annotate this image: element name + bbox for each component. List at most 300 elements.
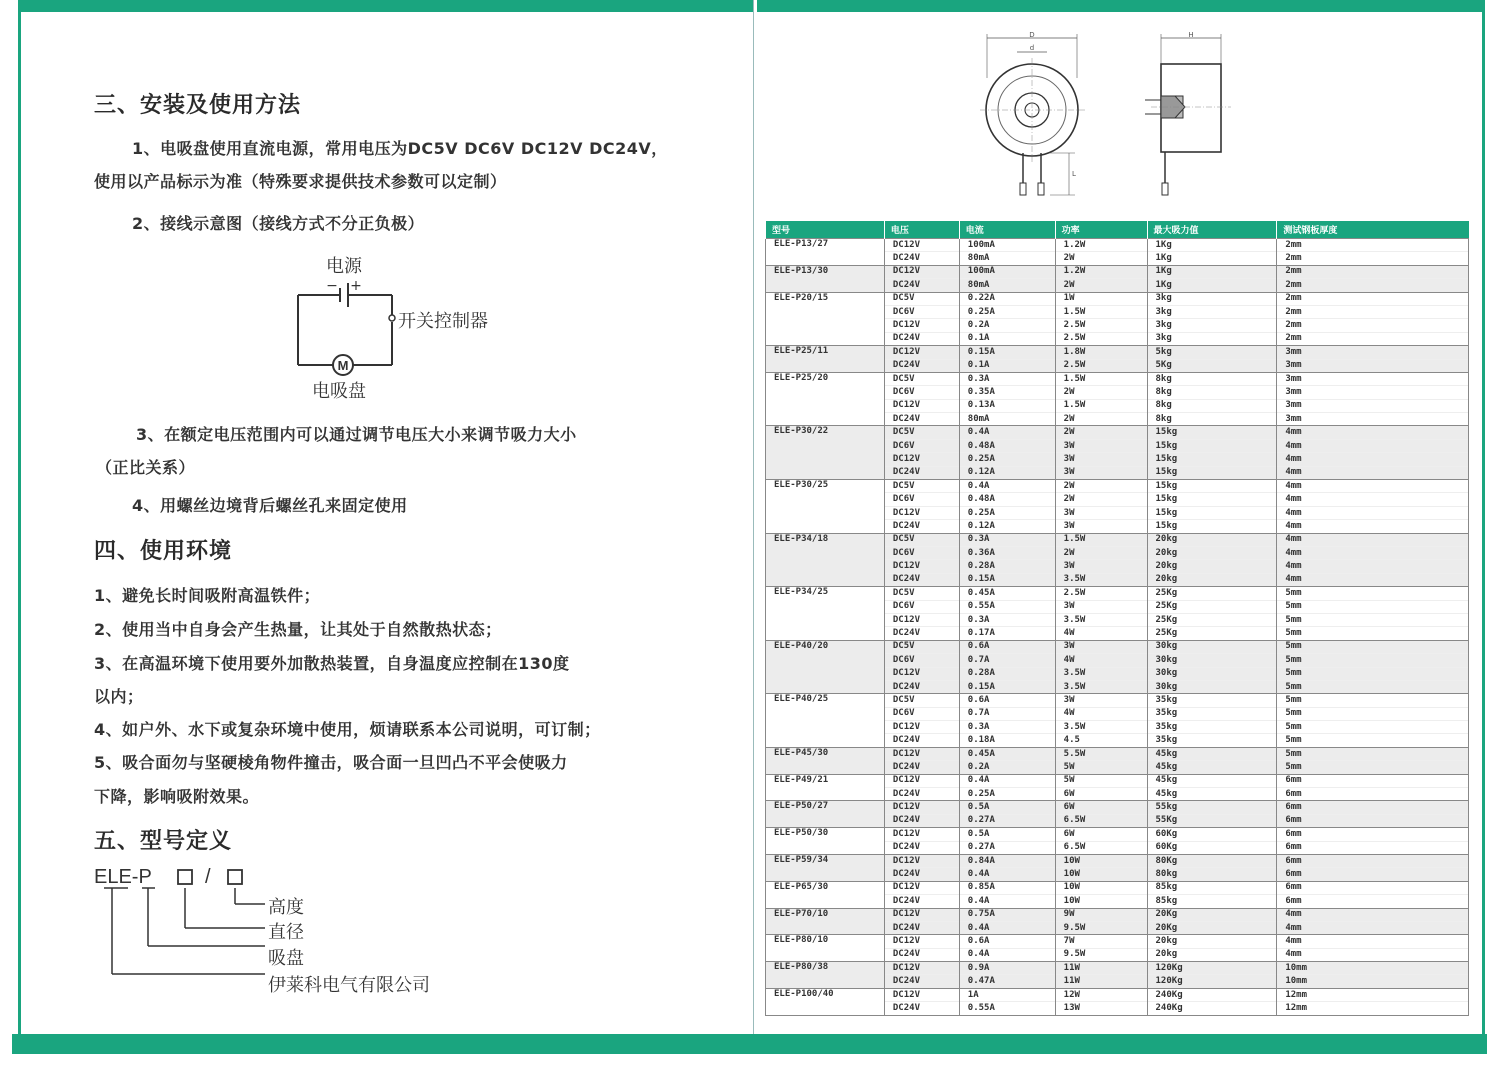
cell-plate-thickness: 3mm <box>1277 399 1469 412</box>
cell-power: 1.5W <box>1055 533 1147 546</box>
cell-current: 0.25A <box>959 305 1055 318</box>
section4-item2: 2、使用当中自身会产生热量，让其处于自然散热状态； <box>94 620 502 639</box>
cell-current: 0.3A <box>959 613 1055 626</box>
table-row <box>766 747 1469 760</box>
cell-model: ELE-P25/11 <box>766 346 885 373</box>
cell-max-force: 35kg <box>1147 721 1277 734</box>
cell-power: 1W <box>1055 292 1147 305</box>
cell-max-force: 15kg <box>1147 493 1277 506</box>
cell-voltage: DC24V <box>884 359 959 372</box>
cell-max-force: 35kg <box>1147 734 1277 747</box>
cell-voltage: DC12V <box>884 747 959 760</box>
cell-current: 0.6A <box>959 694 1055 707</box>
header-max-force: 最大吸力值 <box>1147 221 1277 239</box>
cell-max-force: 30kg <box>1147 680 1277 693</box>
cell-voltage: DC24V <box>884 627 959 640</box>
cell-model: ELE-P30/22 <box>766 426 885 480</box>
cell-current: 1A <box>959 988 1055 1001</box>
cell-power: 10W <box>1055 881 1147 894</box>
section3-item1-line2: 使用以产品标示为准（特殊要求提供技术参数可以定制） <box>94 172 507 191</box>
cell-plate-thickness: 2mm <box>1277 252 1469 265</box>
cell-power: 6.5W <box>1055 814 1147 827</box>
cell-current: 0.47A <box>959 975 1055 988</box>
cell-power: 12W <box>1055 988 1147 1001</box>
cell-plate-thickness: 4mm <box>1277 439 1469 452</box>
cell-model: ELE-P100/40 <box>766 988 885 1015</box>
cell-power: 6W <box>1055 828 1147 841</box>
cell-plate-thickness: 5mm <box>1277 667 1469 680</box>
cell-voltage: DC5V <box>884 587 959 600</box>
section4-item1: 1、避免长时间吸附高温铁件； <box>94 586 321 605</box>
cell-current: 0.27A <box>959 814 1055 827</box>
cell-model: ELE-P50/27 <box>766 801 885 828</box>
cell-power: 3W <box>1055 466 1147 479</box>
cell-model: ELE-P80/10 <box>766 935 885 962</box>
cell-plate-thickness: 6mm <box>1277 895 1469 908</box>
cell-plate-thickness: 4mm <box>1277 560 1469 573</box>
header-power: 功率 <box>1055 221 1147 239</box>
cell-plate-thickness: 6mm <box>1277 788 1469 801</box>
chuck-label: 电吸盘 <box>312 381 366 402</box>
cell-plate-thickness: 3mm <box>1277 386 1469 399</box>
cell-voltage: DC12V <box>884 988 959 1001</box>
cell-current: 0.6A <box>959 935 1055 948</box>
cell-power: 4W <box>1055 707 1147 720</box>
cell-plate-thickness: 2mm <box>1277 305 1469 318</box>
cell-current: 0.1A <box>959 359 1055 372</box>
motor-label: M <box>337 358 349 373</box>
cell-current: 0.45A <box>959 747 1055 760</box>
cell-max-force: 20kg <box>1147 546 1277 559</box>
cell-voltage: DC6V <box>884 546 959 559</box>
cell-voltage: DC12V <box>884 774 959 787</box>
cell-power: 6.5W <box>1055 841 1147 854</box>
cell-voltage: DC12V <box>884 721 959 734</box>
section3-item2: 2、接线示意图（接线方式不分正负极） <box>132 214 425 233</box>
cell-plate-thickness: 2mm <box>1277 279 1469 292</box>
cell-current: 0.2A <box>959 319 1055 332</box>
cell-plate-thickness: 5mm <box>1277 600 1469 613</box>
cell-current: 100mA <box>959 239 1055 252</box>
cell-current: 0.5A <box>959 801 1055 814</box>
cell-plate-thickness: 4mm <box>1277 480 1469 493</box>
cell-power: 5W <box>1055 774 1147 787</box>
section5-heading: 五、型号定义 <box>94 829 233 854</box>
section4-item4: 4、如户外、水下或复杂环境中使用，烦请联系本公司说明，可订制； <box>94 720 601 739</box>
cell-current: 0.4A <box>959 868 1055 881</box>
cell-voltage: DC24V <box>884 814 959 827</box>
cell-max-force: 45kg <box>1147 774 1277 787</box>
cell-max-force: 35kg <box>1147 707 1277 720</box>
cell-plate-thickness: 4mm <box>1277 506 1469 519</box>
cell-voltage: DC24V <box>884 975 959 988</box>
cell-plate-thickness: 4mm <box>1277 466 1469 479</box>
cell-max-force: 8kg <box>1147 413 1277 426</box>
cell-max-force: 20kg <box>1147 533 1277 546</box>
label-diameter: 直径 <box>268 922 304 943</box>
cell-power: 9.5W <box>1055 921 1147 934</box>
cell-current: 0.17A <box>959 627 1055 640</box>
header-plate-thickness: 测试钢板厚度 <box>1277 221 1469 239</box>
cell-current: 0.4A <box>959 426 1055 439</box>
cell-voltage: DC12V <box>884 506 959 519</box>
table-row <box>766 480 1469 493</box>
cell-plate-thickness: 5mm <box>1277 747 1469 760</box>
cell-voltage: DC24V <box>884 680 959 693</box>
cell-voltage: DC24V <box>884 252 959 265</box>
cell-voltage: DC5V <box>884 640 959 653</box>
cell-current: 0.48A <box>959 493 1055 506</box>
cell-current: 0.84A <box>959 854 1055 867</box>
cell-voltage: DC24V <box>884 520 959 533</box>
cell-max-force: 20kg <box>1147 948 1277 961</box>
label-chuck: 吸盘 <box>268 948 304 969</box>
cell-max-force: 20Kg <box>1147 921 1277 934</box>
cell-current: 0.4A <box>959 921 1055 934</box>
cell-max-force: 15kg <box>1147 453 1277 466</box>
section4-item3-line1: 3、在高温环境下使用要外加散热装置，自身温度应控制在130度 <box>94 654 570 673</box>
cell-current: 0.12A <box>959 466 1055 479</box>
cell-max-force: 35kg <box>1147 694 1277 707</box>
cell-power: 3W <box>1055 640 1147 653</box>
cell-power: 2.5W <box>1055 319 1147 332</box>
cell-max-force: 25Kg <box>1147 613 1277 626</box>
height-box-icon <box>228 870 242 884</box>
cell-voltage: DC12V <box>884 908 959 921</box>
cell-max-force: 15kg <box>1147 426 1277 439</box>
cell-current: 80mA <box>959 413 1055 426</box>
cell-max-force: 20kg <box>1147 560 1277 573</box>
cell-plate-thickness: 6mm <box>1277 801 1469 814</box>
table-row <box>766 239 1469 252</box>
table-row <box>766 426 1469 439</box>
cell-max-force: 20Kg <box>1147 908 1277 921</box>
cell-voltage: DC24V <box>884 868 959 881</box>
cell-power: 10W <box>1055 895 1147 908</box>
cell-plate-thickness: 5mm <box>1277 707 1469 720</box>
cell-current: 0.4A <box>959 480 1055 493</box>
cell-current: 0.3A <box>959 372 1055 385</box>
cell-plate-thickness: 6mm <box>1277 881 1469 894</box>
cell-voltage: DC12V <box>884 854 959 867</box>
cell-plate-thickness: 10mm <box>1277 962 1469 975</box>
cell-current: 0.12A <box>959 520 1055 533</box>
table-row <box>766 640 1469 653</box>
cell-voltage: DC5V <box>884 292 959 305</box>
cell-current: 0.45A <box>959 587 1055 600</box>
cell-plate-thickness: 5mm <box>1277 587 1469 600</box>
cell-max-force: 15kg <box>1147 506 1277 519</box>
cell-current: 0.36A <box>959 546 1055 559</box>
switch-label: 开关控制器 <box>398 311 488 332</box>
cell-voltage: DC12V <box>884 346 959 359</box>
cell-model: ELE-P65/30 <box>766 881 885 908</box>
cell-max-force: 1Kg <box>1147 279 1277 292</box>
dim-l-label: L <box>1072 170 1076 178</box>
cell-power: 4W <box>1055 627 1147 640</box>
left-border <box>18 12 21 1034</box>
cell-current: 0.28A <box>959 560 1055 573</box>
cell-max-force: 3kg <box>1147 305 1277 318</box>
cell-power: 3W <box>1055 453 1147 466</box>
header-model: 型号 <box>766 221 885 239</box>
cell-max-force: 1Kg <box>1147 239 1277 252</box>
cell-power: 3W <box>1055 694 1147 707</box>
spec-table <box>765 221 1469 1016</box>
cell-plate-thickness: 6mm <box>1277 814 1469 827</box>
cell-current: 0.7A <box>959 707 1055 720</box>
cell-voltage: DC24V <box>884 788 959 801</box>
cell-plate-thickness: 4mm <box>1277 935 1469 948</box>
cell-power: 5W <box>1055 761 1147 774</box>
cell-voltage: DC24V <box>884 332 959 345</box>
table-row <box>766 292 1469 305</box>
cell-voltage: DC6V <box>884 493 959 506</box>
header-voltage: 电压 <box>884 221 959 239</box>
cell-plate-thickness: 6mm <box>1277 828 1469 841</box>
label-height: 高度 <box>268 897 304 918</box>
cell-power: 9W <box>1055 908 1147 921</box>
cell-power: 2W <box>1055 426 1147 439</box>
table-row <box>766 962 1469 975</box>
cell-power: 1.5W <box>1055 372 1147 385</box>
dim-d-label: D <box>1029 31 1035 39</box>
cell-current: 0.5A <box>959 828 1055 841</box>
cell-power: 11W <box>1055 962 1147 975</box>
cell-max-force: 120Kg <box>1147 975 1277 988</box>
cell-max-force: 3kg <box>1147 319 1277 332</box>
cell-plate-thickness: 12mm <box>1277 988 1469 1001</box>
cell-max-force: 60Kg <box>1147 841 1277 854</box>
cell-voltage: DC5V <box>884 533 959 546</box>
cell-max-force: 15kg <box>1147 480 1277 493</box>
cell-max-force: 80Kg <box>1147 854 1277 867</box>
cell-power: 4.5 <box>1055 734 1147 747</box>
cell-current: 0.25A <box>959 506 1055 519</box>
cell-power: 4W <box>1055 654 1147 667</box>
cell-max-force: 85kg <box>1147 881 1277 894</box>
cell-power: 2.5W <box>1055 587 1147 600</box>
cell-plate-thickness: 2mm <box>1277 292 1469 305</box>
spec-table-body <box>766 239 1469 1016</box>
cell-plate-thickness: 5mm <box>1277 654 1469 667</box>
cell-model: ELE-P34/25 <box>766 587 885 641</box>
section4-item3-line2: 以内； <box>94 687 144 706</box>
cell-plate-thickness: 4mm <box>1277 546 1469 559</box>
cell-plate-thickness: 3mm <box>1277 359 1469 372</box>
cell-current: 0.4A <box>959 948 1055 961</box>
cell-current: 0.28A <box>959 667 1055 680</box>
cell-voltage: DC5V <box>884 372 959 385</box>
cell-current: 0.55A <box>959 600 1055 613</box>
dim-small-d-label: d <box>1029 44 1035 52</box>
cell-plate-thickness: 4mm <box>1277 426 1469 439</box>
cell-power: 2W <box>1055 252 1147 265</box>
cell-power: 3W <box>1055 560 1147 573</box>
cell-model: ELE-P30/25 <box>766 480 885 534</box>
cell-current: 80mA <box>959 252 1055 265</box>
section3-heading: 三、安装及使用方法 <box>94 93 302 118</box>
cell-max-force: 8kg <box>1147 386 1277 399</box>
cell-model: ELE-P40/25 <box>766 694 885 748</box>
cell-model: ELE-P45/30 <box>766 747 885 774</box>
cell-current: 0.85A <box>959 881 1055 894</box>
dim-h-label: H <box>1188 31 1194 39</box>
cell-plate-thickness: 6mm <box>1277 854 1469 867</box>
cell-max-force: 25Kg <box>1147 600 1277 613</box>
cell-max-force: 30kg <box>1147 667 1277 680</box>
cell-plate-thickness: 5mm <box>1277 721 1469 734</box>
cell-max-force: 8kg <box>1147 372 1277 385</box>
cell-plate-thickness: 3mm <box>1277 346 1469 359</box>
cell-voltage: DC24V <box>884 573 959 586</box>
cell-max-force: 45kg <box>1147 788 1277 801</box>
bottom-band <box>12 1034 1487 1054</box>
cell-plate-thickness: 5mm <box>1277 761 1469 774</box>
cell-current: 0.25A <box>959 788 1055 801</box>
cell-plate-thickness: 4mm <box>1277 573 1469 586</box>
section4-item5-line1: 5、吸合面勿与坚硬棱角物件撞击，吸合面一旦凹凸不平会使吸力 <box>94 753 568 772</box>
cell-max-force: 20kg <box>1147 935 1277 948</box>
cell-power: 2W <box>1055 493 1147 506</box>
cell-power: 10W <box>1055 868 1147 881</box>
cell-power: 2W <box>1055 413 1147 426</box>
cell-current: 0.4A <box>959 895 1055 908</box>
cell-voltage: DC6V <box>884 600 959 613</box>
cell-power: 9.5W <box>1055 948 1147 961</box>
cell-model: ELE-P80/38 <box>766 962 885 989</box>
cell-plate-thickness: 5mm <box>1277 613 1469 626</box>
label-company: 伊莱科电气有限公司 <box>268 975 430 996</box>
cell-voltage: DC5V <box>884 426 959 439</box>
cell-max-force: 85kg <box>1147 895 1277 908</box>
cell-power: 5.5W <box>1055 747 1147 760</box>
cell-voltage: DC12V <box>884 801 959 814</box>
cell-max-force: 1Kg <box>1147 252 1277 265</box>
table-row <box>766 854 1469 867</box>
table-row <box>766 935 1469 948</box>
cell-power: 6W <box>1055 801 1147 814</box>
cell-max-force: 45kg <box>1147 761 1277 774</box>
cell-plate-thickness: 2mm <box>1277 239 1469 252</box>
table-row <box>766 881 1469 894</box>
cell-voltage: DC5V <box>884 694 959 707</box>
cell-max-force: 80kg <box>1147 868 1277 881</box>
cell-max-force: 25Kg <box>1147 587 1277 600</box>
cell-voltage: DC6V <box>884 305 959 318</box>
cell-max-force: 25Kg <box>1147 627 1277 640</box>
cell-voltage: DC24V <box>884 466 959 479</box>
cell-power: 3.5W <box>1055 573 1147 586</box>
cell-current: 0.25A <box>959 453 1055 466</box>
cell-max-force: 120Kg <box>1147 962 1277 975</box>
cell-plate-thickness: 4mm <box>1277 908 1469 921</box>
section3-item3-line2: （正比关系） <box>96 458 196 477</box>
cell-plate-thickness: 5mm <box>1277 694 1469 707</box>
cell-power: 3.5W <box>1055 667 1147 680</box>
cell-max-force: 30kg <box>1147 654 1277 667</box>
cell-max-force: 30kg <box>1147 640 1277 653</box>
cell-plate-thickness: 4mm <box>1277 520 1469 533</box>
cell-voltage: DC12V <box>884 453 959 466</box>
cell-voltage: DC12V <box>884 319 959 332</box>
cell-model: ELE-P40/20 <box>766 640 885 694</box>
cell-voltage: DC24V <box>884 1002 959 1015</box>
cell-plate-thickness: 4mm <box>1277 921 1469 934</box>
cell-plate-thickness: 6mm <box>1277 774 1469 787</box>
cell-max-force: 5Kg <box>1147 359 1277 372</box>
cell-plate-thickness: 3mm <box>1277 413 1469 426</box>
cell-power: 11W <box>1055 975 1147 988</box>
cell-power: 1.2W <box>1055 239 1147 252</box>
cell-power: 2W <box>1055 480 1147 493</box>
cell-power: 6W <box>1055 788 1147 801</box>
cell-power: 2W <box>1055 279 1147 292</box>
cell-max-force: 240Kg <box>1147 1002 1277 1015</box>
cell-power: 2W <box>1055 386 1147 399</box>
top-band-left <box>18 0 753 12</box>
cell-current: 0.7A <box>959 654 1055 667</box>
center-divider <box>753 0 754 1034</box>
cell-model: ELE-P13/27 <box>766 239 885 266</box>
cell-current: 0.35A <box>959 386 1055 399</box>
model-code: ELE-P <box>94 866 152 888</box>
cell-power: 3W <box>1055 520 1147 533</box>
cell-model: ELE-P49/21 <box>766 774 885 801</box>
cell-max-force: 20kg <box>1147 573 1277 586</box>
table-row <box>766 694 1469 707</box>
cell-plate-thickness: 2mm <box>1277 265 1469 278</box>
cell-current: 0.15A <box>959 680 1055 693</box>
cell-max-force: 15kg <box>1147 439 1277 452</box>
cell-voltage: DC24V <box>884 279 959 292</box>
cell-voltage: DC12V <box>884 828 959 841</box>
cell-power: 1.5W <box>1055 305 1147 318</box>
cell-plate-thickness: 4mm <box>1277 533 1469 546</box>
cell-plate-thickness: 2mm <box>1277 332 1469 345</box>
cell-model: ELE-P25/20 <box>766 372 885 426</box>
cell-voltage: DC6V <box>884 707 959 720</box>
cell-power: 10W <box>1055 854 1147 867</box>
cell-model: ELE-P13/30 <box>766 265 885 292</box>
cell-current: 0.2A <box>959 761 1055 774</box>
cell-voltage: DC12V <box>884 399 959 412</box>
cell-power: 3.5W <box>1055 721 1147 734</box>
cell-voltage: DC24V <box>884 948 959 961</box>
cell-current: 0.6A <box>959 640 1055 653</box>
cell-voltage: DC24V <box>884 413 959 426</box>
cell-voltage: DC12V <box>884 265 959 278</box>
cell-plate-thickness: 5mm <box>1277 734 1469 747</box>
cell-voltage: DC24V <box>884 841 959 854</box>
section3-item3-line1: 3、在额定电压范围内可以通过调节电压大小来调节吸力大小 <box>136 425 577 444</box>
cell-current: 80mA <box>959 279 1055 292</box>
table-row <box>766 346 1469 359</box>
cell-voltage: DC6V <box>884 654 959 667</box>
cell-current: 0.22A <box>959 292 1055 305</box>
cell-max-force: 3kg <box>1147 292 1277 305</box>
technical-drawing <box>975 28 1245 206</box>
table-row <box>766 988 1469 1001</box>
table-row <box>766 774 1469 787</box>
cell-power: 3W <box>1055 506 1147 519</box>
cell-current: 0.15A <box>959 346 1055 359</box>
cell-model: ELE-P34/18 <box>766 533 885 587</box>
cell-voltage: DC24V <box>884 921 959 934</box>
cell-voltage: DC12V <box>884 881 959 894</box>
cell-current: 0.9A <box>959 962 1055 975</box>
cell-power: 3.5W <box>1055 613 1147 626</box>
